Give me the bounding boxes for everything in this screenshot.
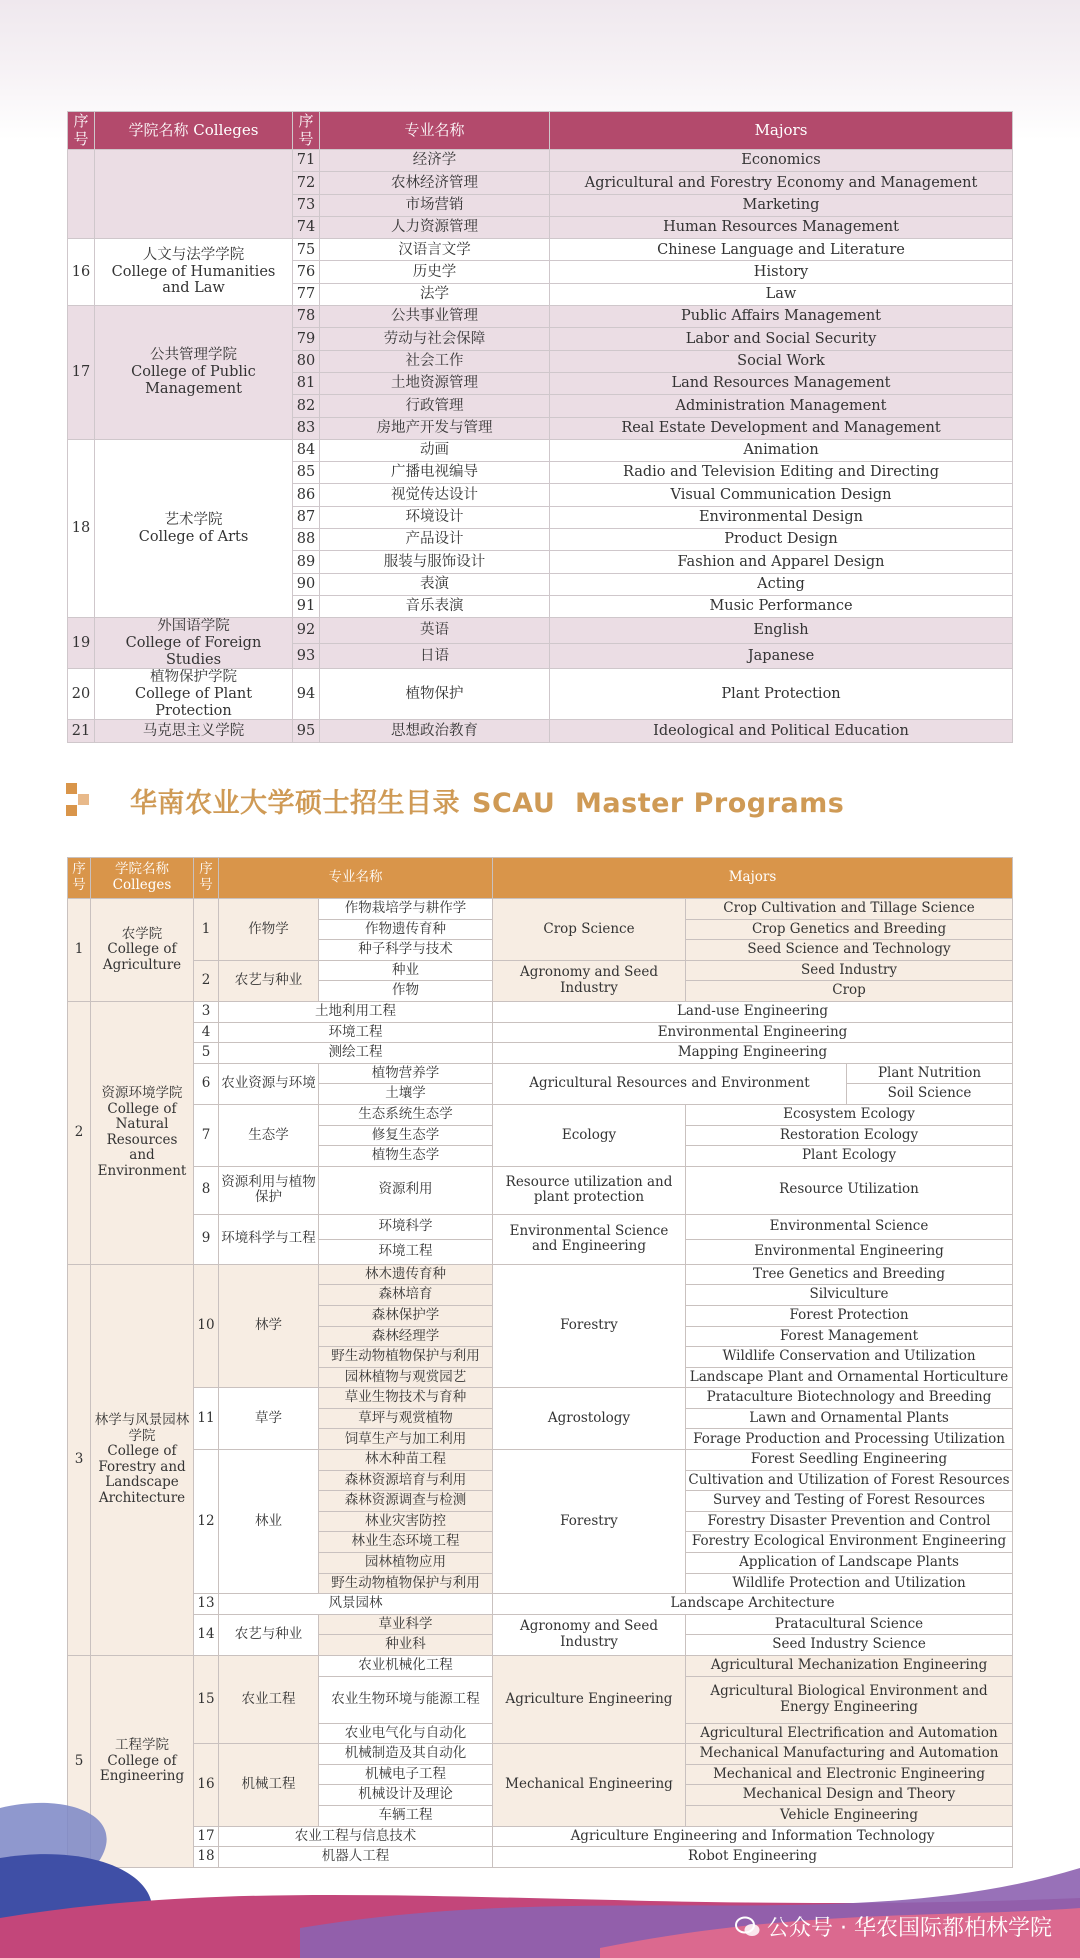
direction-cn-cell: 环境科学	[319, 1214, 493, 1239]
major-cn-cell: 产品设计	[320, 529, 550, 551]
discipline-cn-cell: 农艺与种业	[219, 1614, 319, 1655]
discipline-cn-cell: 机器人工程	[219, 1847, 493, 1868]
direction-cn-cell: 园林植物应用	[319, 1553, 493, 1574]
discipline-cn-cell: 林学	[219, 1264, 319, 1388]
table-row	[68, 1166, 1013, 1190]
direction-en-cell: Application of Landscape Plants	[686, 1553, 1013, 1574]
discipline-cn-cell: 测绘工程	[219, 1043, 493, 1064]
table-row	[68, 439, 1013, 461]
direction-en-cell: Mechanical Manufacturing and Automation	[686, 1744, 1013, 1765]
direction-en-cell: Forest Seedling Engineering	[686, 1450, 1013, 1471]
section-title-text	[130, 781, 856, 820]
direction-en-cell: Resource Utilization	[686, 1166, 1013, 1214]
direction-cn-cell: 植物生态学	[319, 1146, 493, 1167]
direction-cn-cell: 森林保护学	[319, 1305, 493, 1326]
major-no-cell: 79	[293, 328, 320, 350]
discipline-en-cell: Landscape Architecture	[493, 1594, 1013, 1615]
direction-en-cell: Plant Ecology	[686, 1146, 1013, 1167]
table-row	[68, 618, 1013, 644]
major-cn-cell: 环境设计	[320, 506, 550, 528]
undergraduate-majors-table	[67, 111, 1013, 743]
discipline-cn-cell: 土地利用工程	[219, 1001, 493, 1022]
direction-en-cell: Seed Science and Technology	[686, 940, 1013, 961]
table-row	[68, 960, 1013, 981]
major-no-cell: 91	[293, 595, 320, 617]
discipline-cn-cell: 林业	[219, 1450, 319, 1594]
college-no-cell: 2	[68, 1001, 91, 1264]
major-no-cell: 84	[293, 439, 320, 461]
major-cn-cell: 英语	[320, 618, 550, 644]
discipline-en-cell: Agriculture Engineering	[493, 1656, 686, 1744]
discipline-en-cell: Robot Engineering	[493, 1847, 1013, 1868]
major-cn-cell: 汉语言文学	[320, 239, 550, 261]
table-row	[68, 306, 1013, 328]
discipline-en-cell: Mapping Engineering	[493, 1043, 1013, 1064]
direction-cn-cell: 土壤学	[319, 1084, 493, 1105]
major-no-cell: 93	[293, 643, 320, 669]
major-no-cell: 71	[293, 150, 320, 172]
discipline-en-cell: Ecology	[493, 1104, 686, 1166]
table-row	[68, 1264, 1013, 1285]
major-en-cell: Animation	[550, 439, 1013, 461]
college-name-cell: 工程学院 College of Engineering	[91, 1656, 194, 1868]
college-name-cn: 马克思主义学院	[142, 722, 245, 739]
discipline-cn-cell: 风景园林	[219, 1594, 493, 1615]
direction-en-cell: Silviculture	[686, 1285, 1013, 1306]
college-name-cn: 人文与法学学院	[142, 247, 245, 264]
major-no-cell: 77	[293, 283, 320, 305]
major-no-cell: 90	[293, 573, 320, 595]
sub-no-cell: 9	[194, 1214, 219, 1264]
header-sub-no: 序号	[194, 858, 219, 899]
direction-cn-cell: 园林植物与观赏园艺	[319, 1367, 493, 1388]
direction-cn-cell: 种子科学与技术	[319, 940, 493, 961]
direction-cn-cell: 机械制造及其自动化	[319, 1744, 493, 1765]
college-name-cell: 农学院 College of Agriculture	[91, 899, 194, 1002]
header-major-en: Majors	[550, 112, 1013, 150]
direction-en-cell: Agricultural Mechanization Engineering	[686, 1656, 1013, 1677]
header-no: 序号	[68, 112, 95, 150]
direction-cn-cell: 作物	[319, 981, 493, 1002]
sub-no-cell: 16	[194, 1744, 219, 1826]
college-name-en: College of Plant Protection	[134, 685, 253, 719]
table-row	[68, 1388, 1013, 1409]
major-en-cell: Public Affairs Management	[550, 306, 1013, 328]
major-cn-cell: 历史学	[320, 261, 550, 283]
table-row	[68, 1656, 1013, 1677]
discipline-en-cell: Agronomy and Seed Industry	[493, 960, 686, 1001]
college-no-cell: 21	[68, 720, 95, 742]
direction-cn-cell: 生态系统生态学	[319, 1104, 493, 1125]
discipline-cn-cell: 农业工程与信息技术	[219, 1826, 493, 1847]
table-row	[68, 1043, 1013, 1064]
table-row	[68, 1022, 1013, 1043]
college-no-cell: 3	[68, 1264, 91, 1655]
table-row	[68, 899, 1013, 920]
major-no-cell: 89	[293, 551, 320, 573]
college-no-cell: 18	[68, 439, 95, 617]
direction-cn-cell: 车辆工程	[319, 1805, 493, 1826]
major-cn-cell: 公共事业管理	[320, 306, 550, 328]
sub-no-cell: 4	[194, 1022, 219, 1043]
college-no-cell: 1	[68, 899, 91, 1002]
direction-en-cell: Environmental Science	[686, 1214, 1013, 1239]
college-name-cell	[95, 150, 293, 239]
direction-en-cell: Restoration Ecology	[686, 1125, 1013, 1146]
direction-en-cell: Environmental Engineering	[686, 1239, 1013, 1264]
sub-no-cell: 1	[194, 899, 219, 961]
master-programs-table	[67, 857, 1013, 1868]
college-name-cn: 植物保护学院	[150, 669, 237, 686]
college-name-en: College of Humanities and Law	[111, 263, 276, 297]
table-row	[68, 1063, 1013, 1084]
major-en-cell: Labor and Social Security	[550, 328, 1013, 350]
direction-cn-cell: 农业电气化与自动化	[319, 1723, 493, 1744]
direction-cn-cell: 机械电子工程	[319, 1764, 493, 1785]
sub-no-cell: 18	[194, 1847, 219, 1868]
undergraduate-majors-table-wrapper	[67, 111, 1012, 743]
major-cn-cell: 社会工作	[320, 350, 550, 372]
direction-cn-cell: 森林资源调查与检测	[319, 1491, 493, 1512]
watermark-text: 公众号 · 华农国际都柏林学院	[767, 1916, 1052, 1941]
sub-no-cell: 7	[194, 1104, 219, 1166]
table-row	[68, 150, 1013, 172]
college-name-cell: 资源环境学院 College of Natural Resources and Environment	[91, 1001, 194, 1264]
direction-en-cell: Cultivation and Utilization of Forest Resources	[686, 1470, 1013, 1491]
discipline-en-cell: Crop Science	[493, 899, 686, 961]
direction-en-cell: Survey and Testing of Forest Resources	[686, 1491, 1013, 1512]
table-header-row	[68, 858, 1013, 899]
discipline-en-cell: Agronomy and Seed Industry	[493, 1614, 686, 1655]
major-cn-cell: 市场营销	[320, 194, 550, 216]
direction-cn-cell: 农业生物环境与能源工程	[319, 1676, 493, 1723]
college-name-cn: 外国语学院	[157, 618, 230, 635]
direction-en-cell: Forage Production and Processing Utilization	[686, 1429, 1013, 1450]
college-name-cn: 艺术学院	[164, 511, 223, 528]
direction-cn-cell: 草业科学	[319, 1614, 493, 1635]
college-name-cell	[95, 306, 293, 440]
major-no-cell: 78	[293, 306, 320, 328]
header-major-en: Majors	[493, 858, 1013, 899]
major-no-cell: 95	[293, 720, 320, 742]
major-en-cell: Product Design	[550, 529, 1013, 551]
table-row	[68, 1001, 1013, 1022]
major-en-cell: Administration Management	[550, 395, 1013, 417]
college-name-cell: 林学与风景园林学院 College of Forestry and Landscape Architecture	[91, 1264, 194, 1655]
direction-en-cell: Crop Cultivation and Tillage Science	[686, 899, 1013, 920]
major-en-cell: Real Estate Development and Management	[550, 417, 1013, 439]
major-no-cell: 88	[293, 529, 320, 551]
discipline-en-cell: Mechanical Engineering	[493, 1744, 686, 1826]
direction-cn-cell: 资源利用	[319, 1166, 493, 1214]
direction-en-cell: Crop Genetics and Breeding	[686, 919, 1013, 940]
major-cn-cell: 法学	[320, 283, 550, 305]
discipline-cn-cell: 环境工程	[219, 1022, 493, 1043]
discipline-en-cell: Agriculture Engineering and Information Technology	[493, 1826, 1013, 1847]
direction-en-cell: Tree Genetics and Breeding	[686, 1264, 1013, 1285]
college-name-cell	[95, 618, 293, 669]
master-programs-table-wrapper	[67, 857, 1012, 1868]
table-body	[68, 150, 1013, 743]
direction-cn-cell: 林业生态环境工程	[319, 1532, 493, 1553]
section-title-cn: 华南农业大学硕士招生目录	[130, 787, 460, 819]
direction-cn-cell: 野生动物植物保护与利用	[319, 1347, 493, 1368]
direction-en-cell: Wildlife Conservation and Utilization	[686, 1347, 1013, 1368]
major-en-cell: Fashion and Apparel Design	[550, 551, 1013, 573]
direction-en-cell: Forest Management	[686, 1326, 1013, 1347]
sub-no-cell: 14	[194, 1614, 219, 1655]
major-no-cell: 81	[293, 372, 320, 394]
direction-en-cell: Pratacultural Science	[686, 1614, 1013, 1635]
discipline-cn-cell: 作物学	[219, 899, 319, 961]
major-cn-cell: 农林经济管理	[320, 172, 550, 194]
direction-en-cell: Wildlife Protection and Utilization	[686, 1573, 1013, 1594]
direction-en-cell: Forestry Ecological Environment Engineering	[686, 1532, 1013, 1553]
major-en-cell: Law	[550, 283, 1013, 305]
discipline-en-cell: Environmental Science and Engineering	[493, 1214, 686, 1264]
direction-cn-cell: 森林培育	[319, 1285, 493, 1306]
major-cn-cell: 广播电视编导	[320, 462, 550, 484]
discipline-cn-cell: 资源利用与植物保护	[219, 1166, 319, 1214]
direction-cn-cell: 作物栽培学与耕作学	[319, 899, 493, 920]
major-no-cell: 80	[293, 350, 320, 372]
direction-en-cell: Forest Protection	[686, 1305, 1013, 1326]
discipline-en-cell: Resource utilization and plant protection	[493, 1166, 686, 1214]
sub-no-cell: 3	[194, 1001, 219, 1022]
watermark	[735, 1911, 1052, 1942]
college-name-cell	[95, 720, 293, 742]
discipline-en-cell: Agricultural Resources and Environment	[493, 1063, 847, 1104]
direction-en-cell: Soil Science	[847, 1084, 1013, 1105]
college-name-cell	[95, 239, 293, 306]
header-major-no: 序号	[293, 112, 320, 150]
header-no: 序号	[68, 858, 91, 899]
direction-en-cell: Mechanical and Electronic Engineering	[686, 1764, 1013, 1785]
major-cn-cell: 经济学	[320, 150, 550, 172]
sub-no-cell: 2	[194, 960, 219, 1001]
discipline-cn-cell: 机械工程	[219, 1744, 319, 1826]
table-row	[68, 669, 1013, 720]
major-no-cell: 74	[293, 216, 320, 238]
major-cn-cell: 服装与服饰设计	[320, 551, 550, 573]
major-cn-cell: 房地产开发与管理	[320, 417, 550, 439]
discipline-en-cell: Agrostology	[493, 1388, 686, 1450]
college-name-cn: 公共管理学院	[150, 347, 237, 364]
major-en-cell: Japanese	[550, 643, 1013, 669]
college-no-cell: 5	[68, 1656, 91, 1868]
direction-en-cell: Landscape Plant and Ornamental Horticulture	[686, 1367, 1013, 1388]
discipline-cn-cell: 农艺与种业	[219, 960, 319, 1001]
major-cn-cell: 劳动与社会保障	[320, 328, 550, 350]
direction-cn-cell: 草业生物技术与育种	[319, 1388, 493, 1409]
sub-no-cell: 11	[194, 1388, 219, 1450]
sub-no-cell: 6	[194, 1063, 219, 1104]
college-name-cell	[95, 669, 293, 720]
college-name-en: College of Public Management	[131, 364, 256, 397]
direction-en-cell: Seed Industry	[686, 960, 1013, 981]
direction-cn-cell: 林木种苗工程	[319, 1450, 493, 1471]
major-cn-cell: 土地资源管理	[320, 372, 550, 394]
college-no-cell: 19	[68, 618, 95, 669]
major-en-cell: Ideological and Political Education	[550, 720, 1013, 742]
direction-cn-cell: 森林经理学	[319, 1326, 493, 1347]
major-en-cell: Music Performance	[550, 595, 1013, 617]
section-title	[66, 776, 1026, 824]
major-en-cell: Agricultural and Forestry Economy and Management	[550, 172, 1013, 194]
major-en-cell: Plant Protection	[550, 669, 1013, 720]
table-row	[68, 1104, 1013, 1125]
discipline-cn-cell: 环境科学与工程	[219, 1214, 319, 1264]
major-en-cell: Marketing	[550, 194, 1013, 216]
major-en-cell: Social Work	[550, 350, 1013, 372]
sub-no-cell: 10	[194, 1264, 219, 1388]
sub-no-cell: 15	[194, 1656, 219, 1744]
direction-en-cell: Lawn and Ornamental Plants	[686, 1408, 1013, 1429]
direction-cn-cell: 种业	[319, 960, 493, 981]
header-college: 学院名称 Colleges	[95, 112, 293, 150]
discipline-cn-cell: 生态学	[219, 1104, 319, 1166]
direction-en-cell: Ecosystem Ecology	[686, 1104, 1013, 1125]
table-row	[68, 720, 1013, 742]
major-no-cell: 87	[293, 506, 320, 528]
table-row	[68, 1594, 1013, 1615]
direction-en-cell: Mechanical Design and Theory	[686, 1785, 1013, 1806]
direction-cn-cell: 林木遗传育种	[319, 1264, 493, 1285]
direction-cn-cell: 机械设计及理论	[319, 1785, 493, 1806]
major-no-cell: 82	[293, 395, 320, 417]
direction-en-cell: Crop	[686, 981, 1013, 1002]
major-cn-cell: 行政管理	[320, 395, 550, 417]
direction-cn-cell: 环境工程	[319, 1239, 493, 1264]
major-cn-cell: 视觉传达设计	[320, 484, 550, 506]
major-cn-cell: 表演	[320, 573, 550, 595]
direction-en-cell: Forestry Disaster Prevention and Control	[686, 1511, 1013, 1532]
major-cn-cell: 日语	[320, 643, 550, 669]
section-title-en: SCAU Master Programs	[472, 787, 845, 819]
discipline-en-cell: Forestry	[493, 1264, 686, 1388]
college-no-cell: 16	[68, 239, 95, 306]
table-row	[68, 1614, 1013, 1635]
college-no-cell: 17	[68, 306, 95, 440]
major-en-cell: Economics	[550, 150, 1013, 172]
major-cn-cell: 植物保护	[320, 669, 550, 720]
major-no-cell: 75	[293, 239, 320, 261]
college-no-cell	[68, 150, 95, 239]
direction-en-cell: Agricultural Electrification and Automation	[686, 1723, 1013, 1744]
direction-cn-cell: 修复生态学	[319, 1125, 493, 1146]
discipline-en-cell: Environmental Engineering	[493, 1022, 1013, 1043]
direction-cn-cell: 饲草生产与加工利用	[319, 1429, 493, 1450]
discipline-cn-cell: 草学	[219, 1388, 319, 1450]
major-en-cell: Visual Communication Design	[550, 484, 1013, 506]
sub-no-cell: 12	[194, 1450, 219, 1594]
college-name-en: College of Arts	[138, 528, 249, 545]
major-no-cell: 83	[293, 417, 320, 439]
major-no-cell: 85	[293, 462, 320, 484]
college-name-en: College of Foreign Studies	[125, 634, 262, 668]
major-en-cell: Human Resources Management	[550, 216, 1013, 238]
discipline-en-cell: Forestry	[493, 1450, 686, 1594]
wechat-icon	[735, 1916, 761, 1938]
sub-no-cell: 8	[194, 1166, 219, 1214]
direction-cn-cell: 种业科	[319, 1635, 493, 1656]
table-row	[68, 1214, 1013, 1239]
direction-cn-cell: 植物营养学	[319, 1063, 493, 1084]
direction-en-cell: Plant Nutrition	[847, 1063, 1013, 1084]
major-cn-cell: 人力资源管理	[320, 216, 550, 238]
discipline-en-cell: Land-use Engineering	[493, 1001, 1013, 1022]
major-en-cell: Acting	[550, 573, 1013, 595]
discipline-cn-cell: 农业资源与环境	[219, 1063, 319, 1104]
major-cn-cell: 思想政治教育	[320, 720, 550, 742]
table-row	[68, 1450, 1013, 1471]
major-en-cell: History	[550, 261, 1013, 283]
direction-cn-cell: 野生动物植物保护与利用	[319, 1573, 493, 1594]
major-en-cell: Environmental Design	[550, 506, 1013, 528]
sub-no-cell: 13	[194, 1594, 219, 1615]
direction-en-cell: Vehicle Engineering	[686, 1805, 1013, 1826]
sub-no-cell: 17	[194, 1826, 219, 1847]
major-en-cell: English	[550, 618, 1013, 644]
direction-cn-cell: 林业灾害防控	[319, 1511, 493, 1532]
direction-cn-cell: 草坪与观赏植物	[319, 1408, 493, 1429]
direction-cn-cell: 作物遗传育种	[319, 919, 493, 940]
major-no-cell: 72	[293, 172, 320, 194]
major-no-cell: 86	[293, 484, 320, 506]
sub-no-cell: 5	[194, 1043, 219, 1064]
major-no-cell: 73	[293, 194, 320, 216]
major-cn-cell: 音乐表演	[320, 595, 550, 617]
direction-cn-cell: 森林资源培育与利用	[319, 1470, 493, 1491]
major-en-cell: Chinese Language and Literature	[550, 239, 1013, 261]
header-college: 学院名称 Colleges	[91, 858, 194, 899]
header-major-cn: 专业名称	[219, 858, 493, 899]
table-header-row	[68, 112, 1013, 150]
direction-en-cell: Seed Industry Science	[686, 1635, 1013, 1656]
major-no-cell: 92	[293, 618, 320, 644]
major-no-cell: 94	[293, 669, 320, 720]
direction-en-cell: Prataculture Biotechnology and Breeding	[686, 1388, 1013, 1409]
major-cn-cell: 动画	[320, 439, 550, 461]
direction-cn-cell: 农业机械化工程	[319, 1656, 493, 1677]
college-no-cell: 20	[68, 669, 95, 720]
major-en-cell: Radio and Television Editing and Directing	[550, 462, 1013, 484]
college-name-cell	[95, 439, 293, 617]
header-major-cn: 专业名称	[320, 112, 550, 150]
major-no-cell: 76	[293, 261, 320, 283]
major-en-cell: Land Resources Management	[550, 372, 1013, 394]
table-row	[68, 239, 1013, 261]
discipline-cn-cell: 农业工程	[219, 1656, 319, 1744]
title-decoration-icon	[66, 783, 92, 817]
direction-en-cell: Agricultural Biological Environment and Energy Engineering	[686, 1676, 1013, 1723]
